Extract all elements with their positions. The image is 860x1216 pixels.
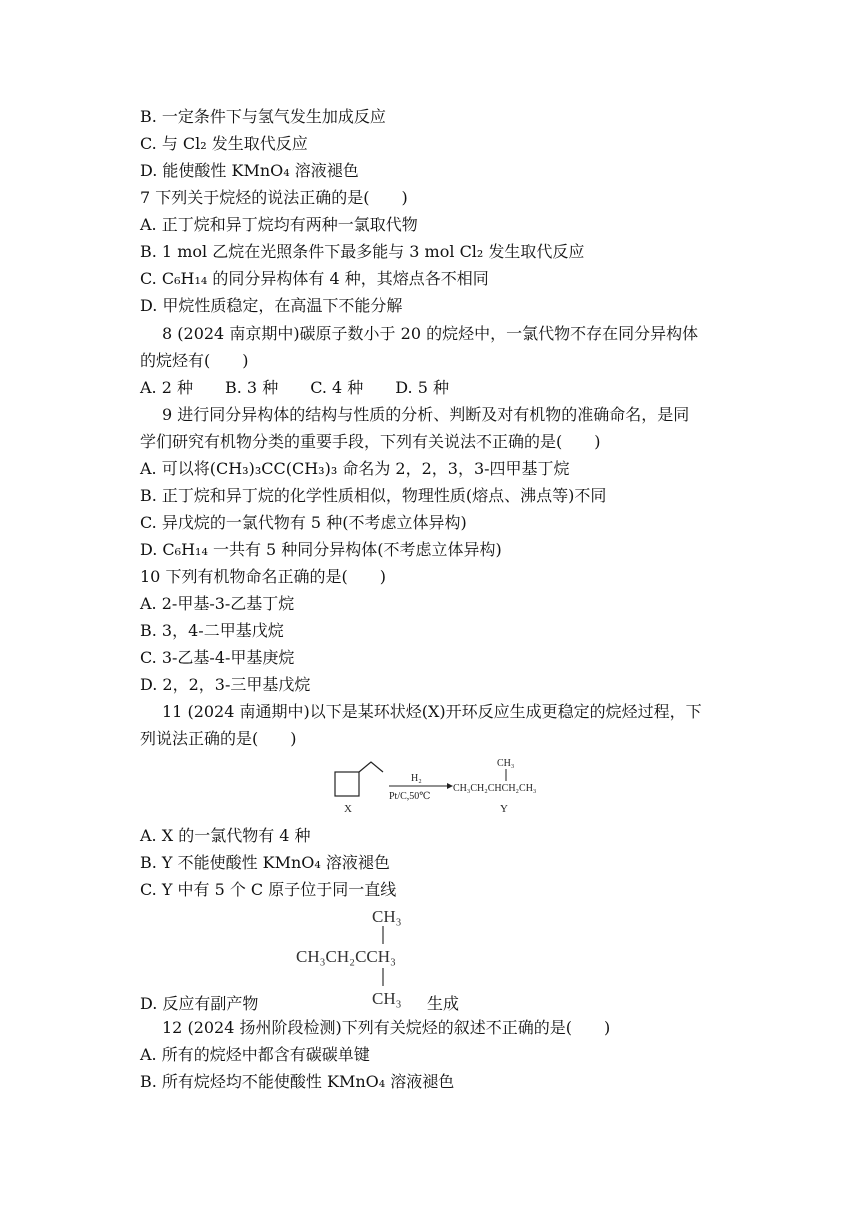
y-label: Y	[500, 803, 508, 815]
q8-options: A. 2 种 B. 3 种 C. 4 种 D. 5 种	[140, 378, 449, 397]
x-label: X	[344, 803, 352, 815]
y-branch-ch3: CH₃	[497, 758, 515, 769]
option-c-chlorine-substitution: C. 与 Cl₂ 发生取代反应	[140, 134, 308, 153]
question-8-stem-line1: 8 (2024 南京期中)碳原子数小于 20 的烷烃中，一氯代物不存在同分异构体	[162, 324, 699, 343]
q9-option-d: D. C₆H₁₄ 一共有 5 种同分异构体(不考虑立体异构)	[140, 540, 502, 559]
byproduct-bottom-ch3: CH₃	[372, 989, 402, 1008]
question-9-stem-line1: 9 进行同分异构体的结构与性质的分析、判断及对有机物的准确命名，是同	[162, 405, 690, 424]
q10-option-d: D. 2，2，3-三甲基戊烷	[140, 675, 311, 694]
q11-option-c: C. Y 中有 5 个 C 原子位于同一直线	[140, 880, 397, 899]
byproduct-top-ch3: CH₃	[372, 907, 402, 926]
q12-option-b: B. 所有烷烃均不能使酸性 KMnO₄ 溶液褪色	[140, 1072, 455, 1091]
reaction-scheme	[325, 754, 575, 816]
question-8-stem-line2: 的烷烃有( )	[140, 351, 249, 370]
q12-option-a: A. 所有的烷烃中都含有碳碳单键	[140, 1045, 370, 1064]
q11-option-d-prefix: D. 反应有副产物	[140, 994, 259, 1013]
byproduct-structure	[290, 904, 440, 1008]
byproduct-main-chain: CH₃CH₂CCH₃	[296, 947, 396, 966]
q9-option-c: C. 异戊烷的一氯代物有 5 种(不考虑立体异构)	[140, 513, 467, 532]
question-10-stem: 10 下列有机物命名正确的是( )	[140, 567, 386, 586]
q7-option-d: D. 甲烷性质稳定，在高温下不能分解	[140, 296, 403, 315]
q11-option-d-suffix: 生成	[427, 994, 460, 1013]
cyclobutane-ring	[335, 772, 359, 796]
q11-option-b: B. Y 不能使酸性 KMnO₄ 溶液褪色	[140, 853, 390, 872]
question-11-stem-line2: 列说法正确的是( )	[140, 729, 297, 748]
y-formula: CH₃CH₂CHCH₂CH₃	[453, 783, 537, 794]
q7-option-a: A. 正丁烷和异丁烷均有两种一氯取代物	[140, 215, 418, 234]
q9-option-b: B. 正丁烷和异丁烷的化学性质相似，物理性质(熔点、沸点等)不同	[140, 486, 607, 505]
reagent-h2: H₂	[411, 773, 422, 784]
option-b-hydrogen-addition: B. 一定条件下与氢气发生加成反应	[140, 107, 386, 126]
ethyl-substituent	[359, 762, 383, 772]
q10-option-a: A. 2-甲基-3-乙基丁烷	[140, 594, 295, 613]
q10-option-c: C. 3-乙基-4-甲基庚烷	[140, 648, 295, 667]
reagent-catalyst: Pt/C,50℃	[389, 791, 431, 802]
question-9-stem-line2: 学们研究有机物分类的重要手段，下列有关说法不正确的是( )	[140, 432, 601, 451]
q9-option-a: A. 可以将(CH₃)₃CC(CH₃)₃ 命名为 2，2，3，3-四甲基丁烷	[140, 459, 570, 478]
q11-option-a: A. X 的一氯代物有 4 种	[140, 826, 311, 845]
question-7-stem: 7 下列关于烷烃的说法正确的是( )	[140, 188, 408, 207]
option-d-kmno4-decolor: D. 能使酸性 KMnO₄ 溶液褪色	[140, 161, 359, 180]
q7-option-b: B. 1 mol 乙烷在光照条件下最多能与 3 mol Cl₂ 发生取代反应	[140, 242, 585, 261]
question-12-stem: 12 (2024 扬州阶段检测)下列有关烷烃的叙述不正确的是( )	[162, 1018, 611, 1037]
question-11-stem-line1: 11 (2024 南通期中)以下是某环状烃(X)开环反应生成更稳定的烷烃过程，下	[162, 702, 702, 721]
q10-option-b: B. 3，4-二甲基戊烷	[140, 621, 284, 640]
q7-option-c: C. C₆H₁₄ 的同分异构体有 4 种，其熔点各不相同	[140, 269, 489, 288]
